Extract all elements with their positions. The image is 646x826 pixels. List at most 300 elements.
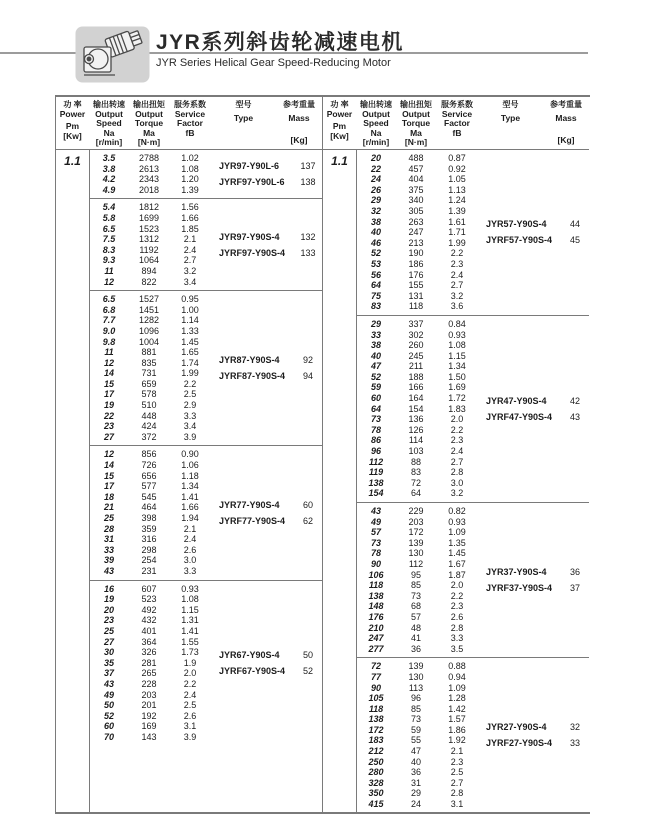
torque-header-unit: [N·m] <box>137 137 161 148</box>
power-value <box>56 581 89 746</box>
factor-value: 2.6 <box>450 611 464 622</box>
table-row <box>89 245 211 256</box>
speed-value: 32 <box>370 205 381 216</box>
factor-value: 1.06 <box>181 460 199 471</box>
speed-value: 47 <box>370 361 381 372</box>
speed-value: 38 <box>370 216 381 227</box>
torque-value: 488 <box>408 153 424 163</box>
speed-value: 14 <box>103 460 114 471</box>
power-value: 1.1 <box>331 154 348 168</box>
torque-value: 247 <box>408 227 424 238</box>
mass-value: 132 <box>300 231 316 242</box>
speed-value: 119 <box>368 467 384 478</box>
power-value <box>56 291 89 446</box>
table-row <box>356 301 478 312</box>
table-body-right <box>323 150 589 813</box>
block-content <box>356 316 589 503</box>
torque-value: 131 <box>408 290 424 301</box>
torque-value: 364 <box>141 636 157 647</box>
factor-value: 3.3 <box>183 410 197 421</box>
table-row <box>356 280 478 291</box>
table-row <box>356 644 478 655</box>
table-row <box>356 488 478 499</box>
factor-value: 3.4 <box>183 276 197 287</box>
factor-value: 0.93 <box>181 583 199 594</box>
table-header-right <box>323 97 589 150</box>
type-mass-line <box>486 235 589 246</box>
table-row <box>356 206 478 217</box>
factor-value: 1.71 <box>448 227 466 238</box>
table-row <box>89 449 211 460</box>
table-row <box>356 570 478 581</box>
speed-value: 176 <box>368 611 384 622</box>
torque-value: 29 <box>410 788 421 799</box>
speed-value: 8.3 <box>102 244 116 255</box>
factor-value: 3.5 <box>450 643 464 654</box>
torque-value: 41 <box>410 633 421 644</box>
table-row <box>356 601 478 612</box>
torque-value: 126 <box>408 424 424 435</box>
torque-header-sym: Ma <box>410 127 422 138</box>
speed-header-en1: Output <box>362 108 390 119</box>
factor-value: 1.09 <box>448 682 466 693</box>
factor-value: 3.0 <box>450 477 464 488</box>
type-label: JYRF57-Y90S-4 <box>486 235 553 246</box>
speed-value: 247 <box>368 633 384 644</box>
factor-value: 2.7 <box>450 280 464 291</box>
factor-value: 1.9 <box>183 657 197 668</box>
factor-value: 1.69 <box>448 382 466 393</box>
speed-value: 37 <box>103 668 114 679</box>
torque-value: 260 <box>408 340 424 351</box>
speed-header-unit: [r/min] <box>95 137 123 148</box>
speed-value: 35 <box>103 657 114 668</box>
torque-value: 2343 <box>138 174 160 185</box>
factor-value: 0.90 <box>181 449 199 460</box>
table-row <box>356 393 478 404</box>
table-row <box>89 358 211 369</box>
col-header-mass <box>543 97 589 149</box>
speed-value: 118 <box>368 580 384 591</box>
factor-value: 1.74 <box>181 357 199 368</box>
table-row <box>89 502 211 513</box>
power-header-unit: [Kw] <box>330 130 349 141</box>
speed-value: 11 <box>104 265 114 276</box>
mass-value: 60 <box>302 500 313 510</box>
factor-value: 0.84 <box>448 318 466 329</box>
table-row <box>89 584 211 595</box>
block-content <box>89 150 322 199</box>
speed-value: 56 <box>370 269 381 280</box>
torque-header-en2: Torque <box>401 118 431 129</box>
speed-value: 9.0 <box>102 325 116 336</box>
spec-block <box>323 316 589 503</box>
torque-value: 432 <box>141 615 157 626</box>
torque-value: 64 <box>410 488 421 499</box>
mass-value: 36 <box>569 567 580 578</box>
speed-value: 90 <box>370 682 381 693</box>
table-row <box>356 672 478 683</box>
factor-value: 1.41 <box>181 491 199 502</box>
table-row <box>89 513 211 524</box>
torque-value: 457 <box>408 163 424 174</box>
torque-header-en1: Output <box>402 108 430 119</box>
page-subtitle: JYR Series Helical Gear Speed-Reducing Motor <box>156 57 391 69</box>
factor-value: 2.7 <box>450 456 464 467</box>
torque-value: 24 <box>410 799 421 810</box>
torque-value: 112 <box>408 558 424 569</box>
table-row <box>356 340 478 351</box>
gear-motor-icon <box>75 26 150 83</box>
spec-table <box>55 95 590 814</box>
table-row <box>356 291 478 302</box>
torque-value: 203 <box>408 516 424 527</box>
table-row <box>89 202 211 213</box>
block-content <box>356 150 589 316</box>
table-row <box>89 326 211 337</box>
torque-value: 1064 <box>138 255 160 266</box>
factor-value: 1.13 <box>448 184 466 195</box>
speed-header-sym: Na <box>103 127 115 138</box>
type-label: JYR97-Y90S-4 <box>219 231 280 242</box>
table-row <box>356 351 478 362</box>
power-header-unit: [Kw] <box>63 130 82 141</box>
speed-value: 118 <box>368 703 384 714</box>
speed-value: 16 <box>103 583 114 594</box>
speed-value: 77 <box>370 671 381 682</box>
torque-value: 172 <box>408 527 424 538</box>
table-row <box>356 506 478 517</box>
speed-value: 6.5 <box>102 294 116 305</box>
factor-value: 1.45 <box>448 548 466 559</box>
table-row <box>356 693 478 704</box>
power-value: 1.1 <box>64 154 81 168</box>
speed-value: 29 <box>370 195 381 206</box>
type-label: JYRF67-Y90S-4 <box>219 666 286 677</box>
torque-value: 143 <box>141 731 157 742</box>
speed-value: 4.2 <box>102 174 116 185</box>
type-mass-line <box>219 161 322 172</box>
mass-header-cn: 参考重量 <box>283 100 315 109</box>
table-row <box>89 555 211 566</box>
type-mass-group <box>211 294 322 442</box>
factor-value: 1.41 <box>181 625 199 636</box>
factor-value: 1.09 <box>448 527 466 538</box>
table-row <box>356 382 478 393</box>
torque-value: 1096 <box>138 325 160 336</box>
factor-value: 2.2 <box>183 678 197 689</box>
table-row <box>356 661 478 672</box>
mass-value: 92 <box>302 355 313 366</box>
torque-value: 577 <box>141 481 157 492</box>
factor-value: 1.45 <box>181 336 199 347</box>
torque-value: 1312 <box>138 234 160 245</box>
table-header-left <box>56 97 322 150</box>
block-rows <box>356 506 478 654</box>
power-value <box>323 316 356 503</box>
table-row <box>356 714 478 725</box>
table-row <box>89 379 211 390</box>
table-row <box>89 732 211 743</box>
table-row <box>356 435 478 446</box>
type-mass-line <box>219 371 322 382</box>
type-header-en: Type <box>233 112 254 123</box>
speed-value: 59 <box>370 382 381 393</box>
factor-value: 1.72 <box>448 393 466 404</box>
speed-value: 328 <box>368 777 384 788</box>
table-row <box>89 524 211 535</box>
factor-value: 2.6 <box>183 710 197 721</box>
mass-value: 62 <box>302 516 313 526</box>
speed-value: 138 <box>368 714 384 725</box>
table-row <box>356 446 478 457</box>
table-row <box>89 711 211 722</box>
speed-value: 23 <box>103 421 114 432</box>
factor-value: 2.0 <box>450 414 464 425</box>
torque-value: 1523 <box>138 223 160 234</box>
torque-value: 607 <box>141 583 157 594</box>
speed-value: 22 <box>370 163 381 174</box>
table-row <box>356 478 478 489</box>
torque-value: 894 <box>141 265 157 276</box>
table-row <box>356 153 478 164</box>
mass-value: 32 <box>569 722 580 733</box>
table-row <box>89 566 211 577</box>
table-row <box>356 538 478 549</box>
factor-value: 0.88 <box>448 661 466 672</box>
table-row <box>89 637 211 648</box>
speed-value: 3.5 <box>102 153 116 163</box>
factor-value: 0.94 <box>448 671 466 682</box>
table-row <box>356 404 478 415</box>
speed-value: 106 <box>368 569 384 580</box>
table-row <box>89 421 211 432</box>
speed-value: 148 <box>368 601 384 612</box>
speed-value: 52 <box>103 710 114 721</box>
block-content <box>89 291 322 446</box>
factor-value: 1.00 <box>181 304 199 315</box>
speed-value: 52 <box>370 371 381 382</box>
table-row <box>356 559 478 570</box>
type-mass-group <box>478 319 589 499</box>
speed-value: 78 <box>370 548 381 559</box>
torque-value: 822 <box>141 276 157 287</box>
torque-value: 229 <box>408 506 424 516</box>
table-row <box>356 757 478 768</box>
type-label: JYRF87-Y90S-4 <box>219 371 286 382</box>
torque-value: 856 <box>141 449 157 460</box>
speed-value: 83 <box>370 301 381 312</box>
speed-value: 25 <box>103 513 114 523</box>
factor-value: 1.66 <box>181 502 199 513</box>
speed-value: 28 <box>103 523 114 534</box>
table-row <box>89 315 211 326</box>
table-row <box>89 534 211 545</box>
speed-header-cn: 输出转速 <box>360 100 392 109</box>
factor-value: 1.28 <box>448 693 466 704</box>
type-label: JYR67-Y90S-4 <box>219 650 280 661</box>
torque-value: 578 <box>141 389 157 400</box>
type-mass-group <box>478 506 589 654</box>
speed-value: 38 <box>370 340 381 351</box>
speed-value: 86 <box>370 435 381 446</box>
torque-value: 55 <box>410 735 421 746</box>
speed-value: 183 <box>368 735 384 746</box>
type-mass-line <box>219 177 322 188</box>
factor-value: 0.93 <box>448 516 466 527</box>
table-row <box>356 591 478 602</box>
power-header-cn: 功 率 <box>330 100 349 109</box>
factor-value: 1.34 <box>181 481 199 492</box>
type-label: JYR57-Y90S-4 <box>486 219 547 230</box>
torque-value: 85 <box>410 703 421 714</box>
table-half-left <box>56 97 323 812</box>
speed-value: 138 <box>368 477 384 488</box>
speed-value: 7.7 <box>102 315 116 326</box>
table-row <box>89 605 211 616</box>
table-row <box>356 746 478 757</box>
torque-value: 190 <box>408 248 424 259</box>
torque-value: 1699 <box>138 212 160 223</box>
type-label: JYR77-Y90S-4 <box>219 500 280 510</box>
speed-value: 40 <box>370 227 381 238</box>
col-header-power <box>323 97 356 149</box>
speed-value: 105 <box>368 693 384 704</box>
factor-value: 1.33 <box>181 325 199 336</box>
speed-value: 22 <box>103 410 114 421</box>
table-row <box>356 217 478 228</box>
table-row <box>89 481 211 492</box>
type-mass-line <box>486 395 589 406</box>
mass-header-cn: 参考重量 <box>550 100 582 109</box>
table-row <box>356 623 478 634</box>
factor-value: 1.05 <box>448 174 466 185</box>
speed-value: 31 <box>103 534 114 545</box>
factor-value: 2.8 <box>450 788 464 799</box>
factor-value: 1.99 <box>448 237 466 248</box>
factor-value: 1.14 <box>181 315 199 326</box>
torque-value: 340 <box>408 195 424 206</box>
factor-value: 1.08 <box>448 340 466 351</box>
torque-value: 59 <box>410 724 421 735</box>
speed-value: 19 <box>103 594 114 605</box>
factor-value: 1.85 <box>181 223 199 234</box>
factor-value: 1.99 <box>181 368 199 379</box>
torque-value: 169 <box>141 721 157 732</box>
factor-value: 1.20 <box>181 174 199 185</box>
speed-value: 27 <box>103 636 114 647</box>
type-mass-line <box>219 231 322 242</box>
type-mass-group <box>211 584 322 743</box>
col-header-factor <box>169 97 211 149</box>
table-row <box>89 690 211 701</box>
col-header-mass <box>276 97 322 149</box>
block-rows <box>89 584 211 743</box>
block-rows <box>356 153 478 312</box>
mass-header-en: Mass <box>555 112 577 123</box>
torque-value: 731 <box>141 368 157 379</box>
factor-value: 2.0 <box>183 668 197 679</box>
factor-value: 3.2 <box>183 265 197 276</box>
table-row <box>356 425 478 436</box>
torque-value: 192 <box>141 710 157 721</box>
table-row <box>89 615 211 626</box>
type-mass-line <box>219 666 322 677</box>
speed-value: 50 <box>103 700 114 711</box>
table-row <box>356 195 478 206</box>
torque-value: 203 <box>141 689 157 700</box>
table-row <box>89 266 211 277</box>
type-label: JYR27-Y90S-4 <box>486 722 547 733</box>
mass-value: 45 <box>569 235 580 246</box>
type-mass-line <box>486 567 589 578</box>
type-mass-group <box>478 153 589 312</box>
factor-header-cn: 服务系数 <box>441 100 473 109</box>
table-row <box>89 626 211 637</box>
factor-value: 3.2 <box>450 488 464 499</box>
table-row <box>356 580 478 591</box>
factor-value: 3.3 <box>450 633 464 644</box>
block-rows <box>89 449 211 576</box>
torque-value: 130 <box>408 548 424 559</box>
torque-value: 372 <box>141 431 157 442</box>
speed-value: 75 <box>370 290 381 301</box>
table-row <box>89 347 211 358</box>
table-row <box>356 683 478 694</box>
factor-value: 2.3 <box>450 435 464 446</box>
torque-value: 523 <box>141 594 157 605</box>
factor-value: 2.1 <box>450 746 464 757</box>
table-row <box>356 704 478 715</box>
factor-value: 0.93 <box>448 329 466 340</box>
torque-value: 47 <box>410 746 421 757</box>
torque-value: 164 <box>408 393 424 404</box>
table-row <box>89 277 211 288</box>
speed-value: 212 <box>368 746 384 757</box>
factor-value: 2.3 <box>450 258 464 269</box>
factor-value: 1.86 <box>448 724 466 735</box>
speed-value: 70 <box>103 731 114 742</box>
speed-value: 210 <box>368 622 384 633</box>
speed-value: 14 <box>103 368 114 379</box>
table-row <box>356 259 478 270</box>
factor-value: 2.2 <box>450 424 464 435</box>
table-row <box>89 700 211 711</box>
spec-block <box>323 503 589 658</box>
factor-value: 1.18 <box>181 470 199 481</box>
factor-value: 1.15 <box>181 604 199 615</box>
torque-value: 448 <box>141 410 157 421</box>
factor-value: 1.67 <box>448 558 466 569</box>
table-row <box>356 164 478 175</box>
speed-value: 138 <box>368 590 384 601</box>
factor-value: 2.4 <box>183 244 197 255</box>
mass-value: 94 <box>302 371 313 382</box>
factor-value: 2.4 <box>183 689 197 700</box>
torque-header-en1: Output <box>135 108 163 119</box>
torque-value: 40 <box>410 756 421 767</box>
speed-value: 30 <box>103 647 114 658</box>
table-row <box>89 432 211 443</box>
table-row <box>356 778 478 789</box>
speed-value: 21 <box>103 502 114 513</box>
factor-value: 1.94 <box>181 513 199 523</box>
factor-value: 1.66 <box>181 212 199 223</box>
factor-value: 1.39 <box>448 205 466 216</box>
torque-value: 881 <box>141 347 157 358</box>
speed-value: 78 <box>370 424 381 435</box>
speed-value: 280 <box>368 767 384 778</box>
